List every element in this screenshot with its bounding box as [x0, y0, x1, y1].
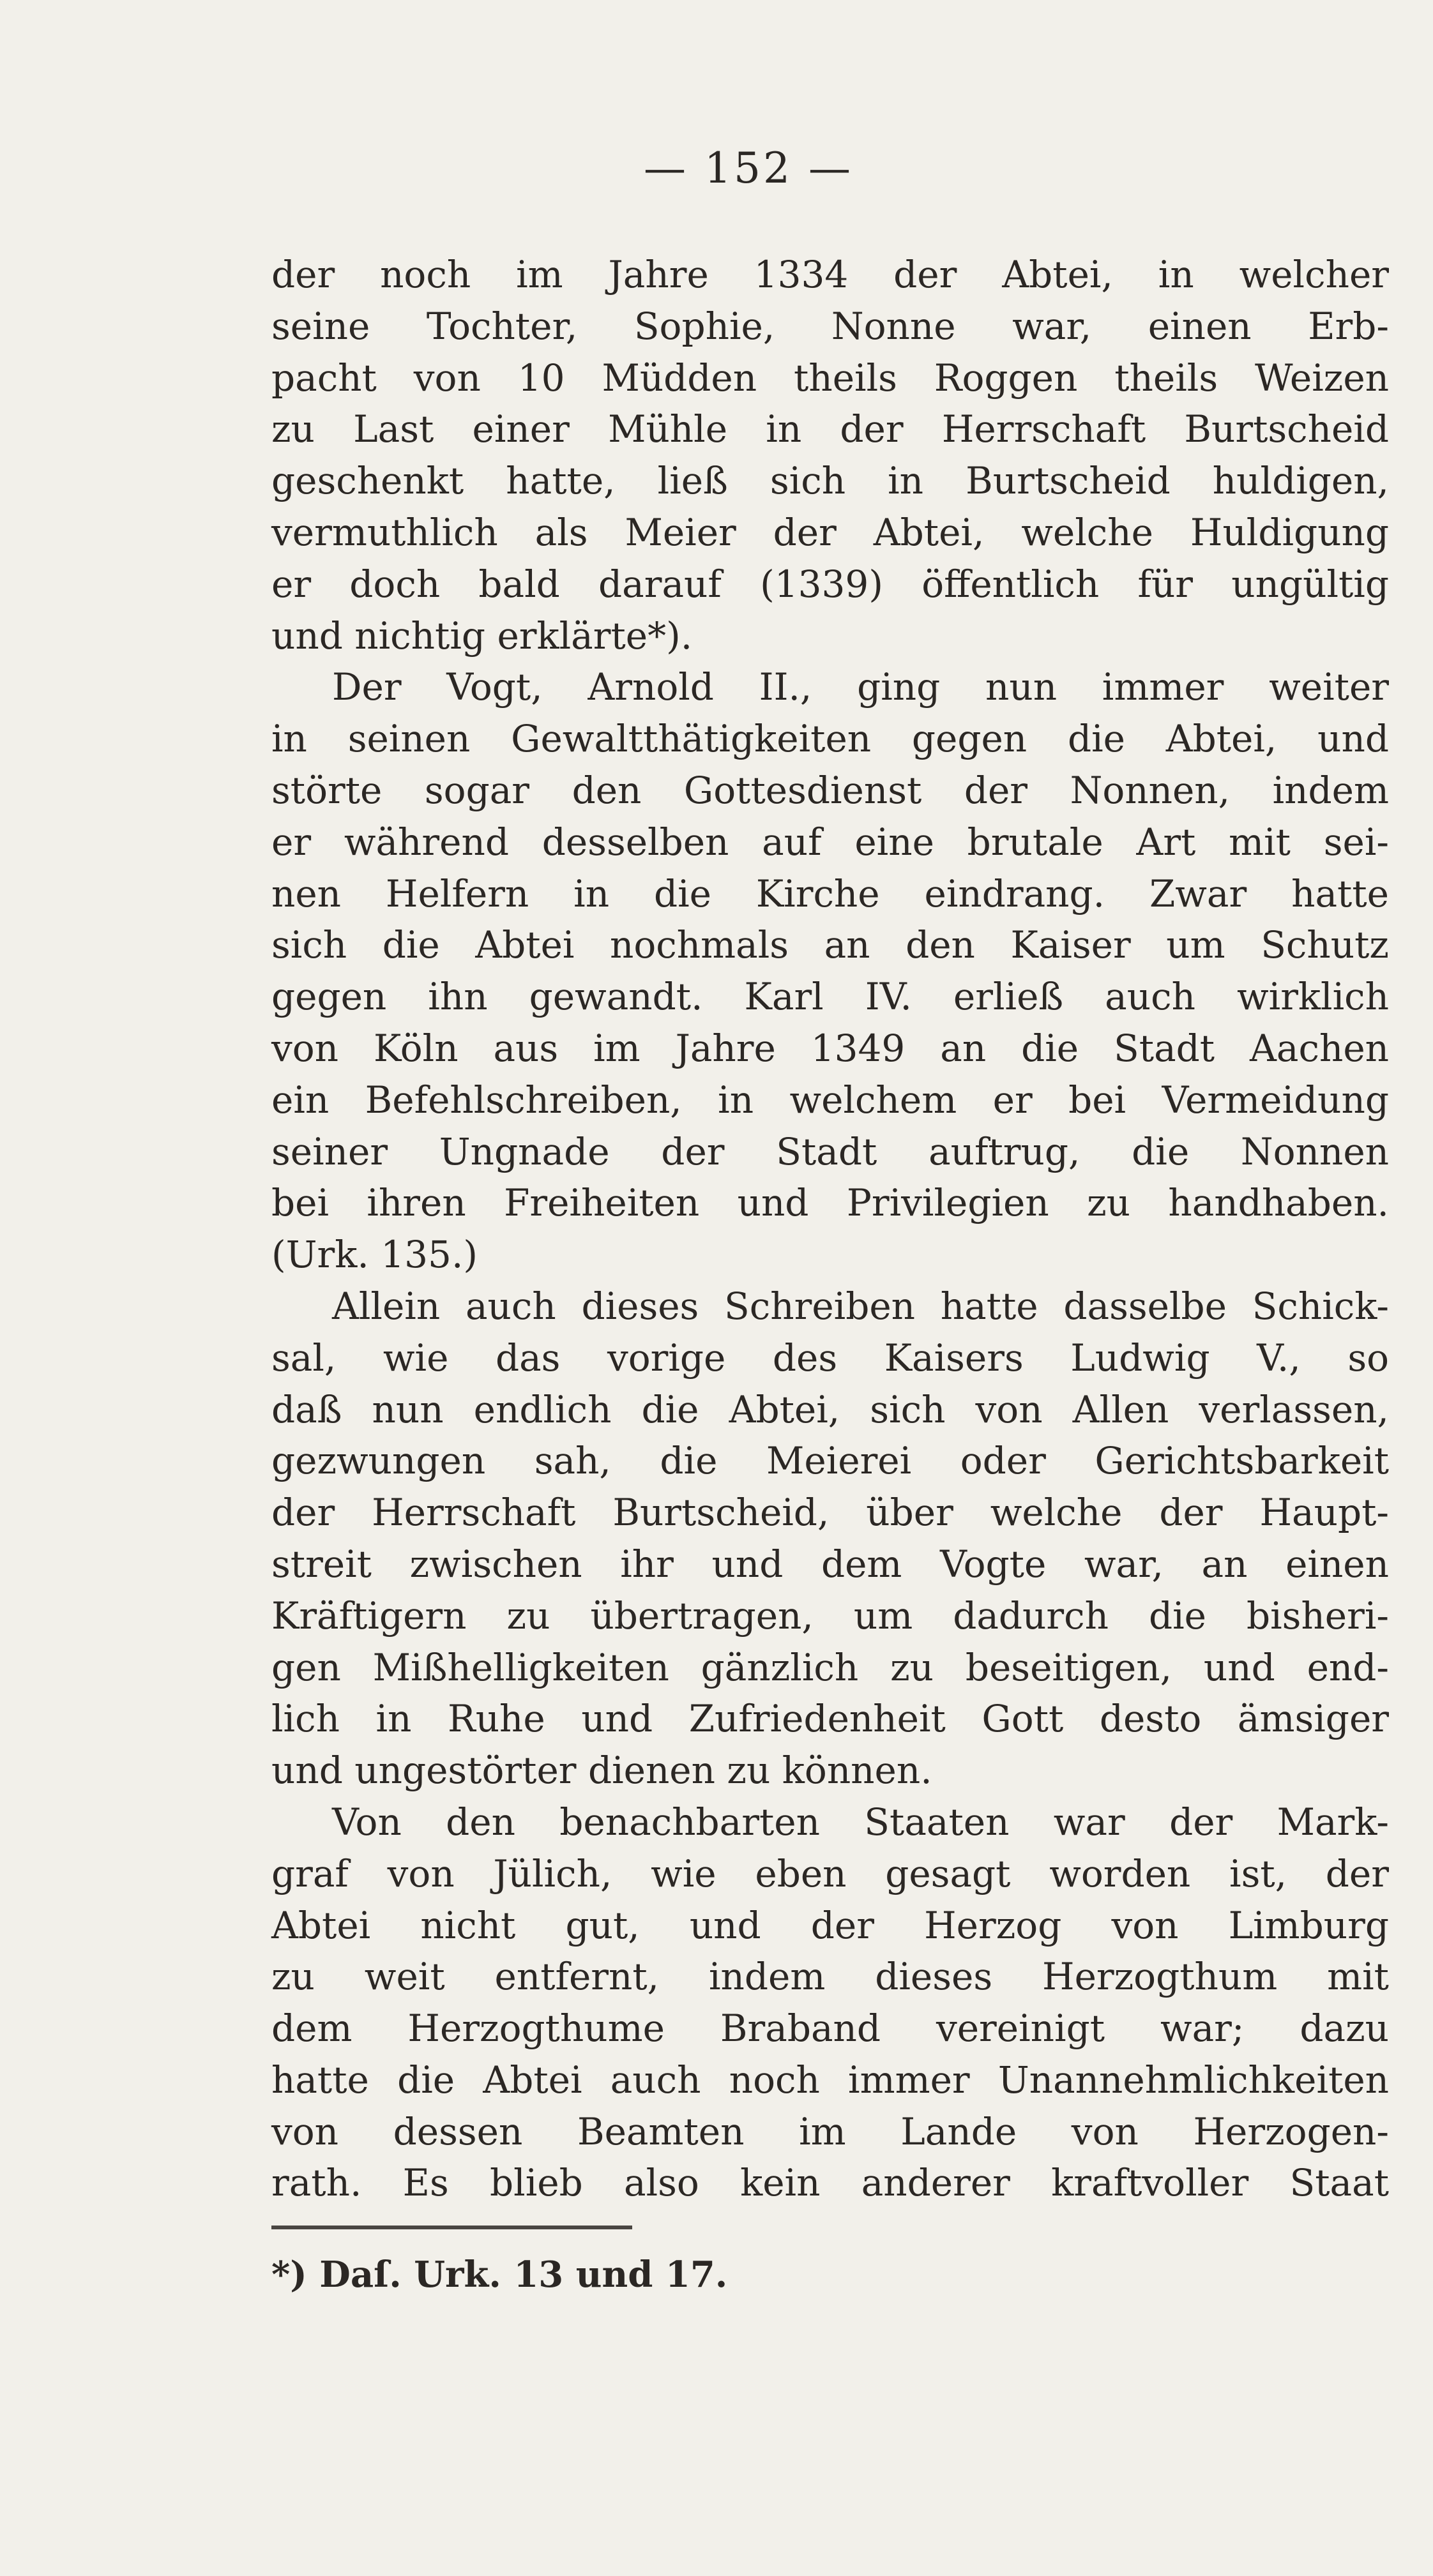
text-line: er doch bald darauf (1339) öffentlich für ungültig	[271, 562, 1389, 606]
text-line: zu weit entfernt, indem dieses Herzogthum mit	[271, 1955, 1389, 1999]
text-line: störte sogar den Gottesdienst der Nonnen, indem	[271, 768, 1389, 812]
text-line: graf von Jülich, wie eben gesagt worden ist, der	[271, 1851, 1389, 1895]
text-line: hatte die Abtei auch noch immer Unannehmlichkeiten	[271, 2058, 1389, 2102]
text-line: vermuthlich als Meier der Abtei, welche Huldigung	[271, 510, 1389, 554]
text-line: rath. Es blieb also kein anderer kraftvoller Staat	[271, 2161, 1389, 2205]
text-line: Von den benachbarten Staaten war der Mark-	[332, 1800, 1389, 1844]
page-number: — 152 —	[644, 144, 853, 193]
text-line: pacht von 10 Müdden theils Roggen theils Weizen	[271, 356, 1389, 400]
text-line: ein Befehlschreiben, in welchem er bei Vermeidung	[271, 1078, 1389, 1122]
text-line: seiner Ungnade der Stadt auftrug, die Nonnen	[271, 1129, 1389, 1173]
text-line: gen Mißhelligkeiten gänzlich zu beseitigen, und end-	[271, 1645, 1389, 1689]
text-line: dem Herzogthume Braband vereinigt war; dazu	[271, 2007, 1389, 2051]
text-line: er während desselben auf eine brutale Art mit sei-	[271, 820, 1389, 864]
text-line: (Urk. 135.)	[271, 1233, 478, 1277]
body-text	[271, 249, 1389, 2209]
text-line: bei ihren Freiheiten und Privilegien zu handhaben.	[271, 1181, 1389, 1225]
text-line: sich die Abtei nochmals an den Kaiser um Schutz	[271, 923, 1389, 967]
footnote: *) Daſ. Urk. 13 und 17.	[271, 2254, 728, 2296]
text-line: und nichtig erklärte*).	[271, 614, 693, 658]
text-line: in seinen Gewaltthätigkeiten gegen die Abtei, und	[271, 717, 1389, 761]
text-line: sal, wie das vorige des Kaisers Ludwig V., so	[271, 1336, 1389, 1380]
text-line: Allein auch dieses Schreiben hatte dasselbe Schick-	[332, 1284, 1389, 1328]
text-line: und ungestörter dienen zu können.	[271, 1749, 932, 1793]
text-line: gegen ihn gewandt. Karl IV. erließ auch wirklich	[271, 975, 1389, 1019]
text-line: seine Tochter, Sophie, Nonne war, einen Erb-	[271, 304, 1389, 348]
footnote-divider	[271, 2226, 632, 2229]
text-line: streit zwischen ihr und dem Vogte war, an einen	[271, 1542, 1389, 1586]
text-line: der noch im Jahre 1334 der Abtei, in welcher	[271, 253, 1389, 296]
text-line: Der Vogt, Arnold II., ging nun immer weiter	[332, 665, 1389, 709]
text-line: lich in Ruhe und Zufriedenheit Gott desto ämsiger	[271, 1697, 1389, 1741]
text-line: von Köln aus im Jahre 1349 an die Stadt Aachen	[271, 1026, 1389, 1070]
text-line: zu Last einer Mühle in der Herrschaft Burtscheid	[271, 407, 1389, 451]
text-line: daß nun endlich die Abtei, sich von Allen verlassen,	[271, 1387, 1389, 1431]
text-line: gezwungen sah, die Meierei oder Gerichtsbarkeit	[271, 1439, 1389, 1483]
text-line: der Herrschaft Burtscheid, über welche der Haupt-	[271, 1491, 1389, 1535]
text-line: nen Helfern in die Kirche eindrang. Zwar hatte	[271, 871, 1389, 915]
text-line: von dessen Beamten im Lande von Herzogen-	[271, 2109, 1389, 2153]
text-line: Kräftigern zu übertragen, um dadurch die bisheri-	[271, 1593, 1389, 1638]
text-line: geschenkt hatte, ließ sich in Burtscheid huldigen,	[271, 459, 1389, 503]
text-line: Abtei nicht gut, und der Herzog von Limburg	[271, 1903, 1389, 1947]
